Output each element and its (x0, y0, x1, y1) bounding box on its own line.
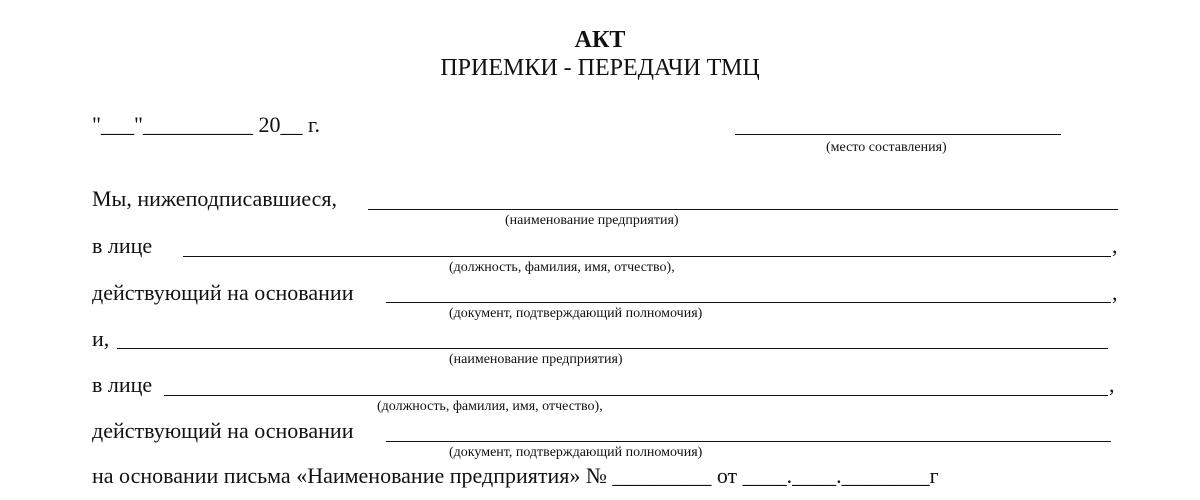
line-1-label: Мы, нижеподписавшиеся, (92, 186, 338, 211)
place-underline (735, 134, 1061, 135)
line-1-underline (368, 209, 1118, 210)
line-5-comma: , (1109, 372, 1115, 397)
line-1-caption: (наименование предприятия) (505, 213, 679, 228)
document-title: АКТ (574, 27, 626, 53)
line-5-underline (164, 395, 1108, 396)
line-3-underline (386, 302, 1111, 303)
line-2-underline (183, 256, 1111, 257)
letter-line: на основании письма «Наименование предприятия» № _________ от ____.____.________г (92, 463, 939, 488)
line-6-label: действующий на основании (92, 418, 354, 443)
line-4-caption: (наименование предприятия) (449, 352, 623, 367)
line-2-comma: , (1112, 233, 1118, 258)
place-caption: (место составления) (826, 140, 947, 155)
line-4-label: и, (92, 326, 110, 351)
line-5-label: в лице (92, 372, 153, 397)
document-subtitle: ПРИЕМКИ - ПЕРЕДАЧИ ТМЦ (440, 55, 760, 81)
line-5-caption: (должность, фамилия, имя, отчество), (377, 399, 603, 414)
line-3-comma: , (1112, 280, 1118, 305)
line-6-underline (386, 441, 1111, 442)
line-3-label: действующий на основании (92, 280, 354, 305)
date-line: "___"__________ 20__ г. (92, 112, 321, 137)
line-4-underline (117, 348, 1108, 349)
line-2-label: в лице (92, 233, 153, 258)
line-2-caption: (должность, фамилия, имя, отчество), (449, 260, 675, 275)
line-3-caption: (документ, подтверждающий полномочия) (449, 306, 703, 321)
line-6-caption: (документ, подтверждающий полномочия) (449, 445, 703, 460)
